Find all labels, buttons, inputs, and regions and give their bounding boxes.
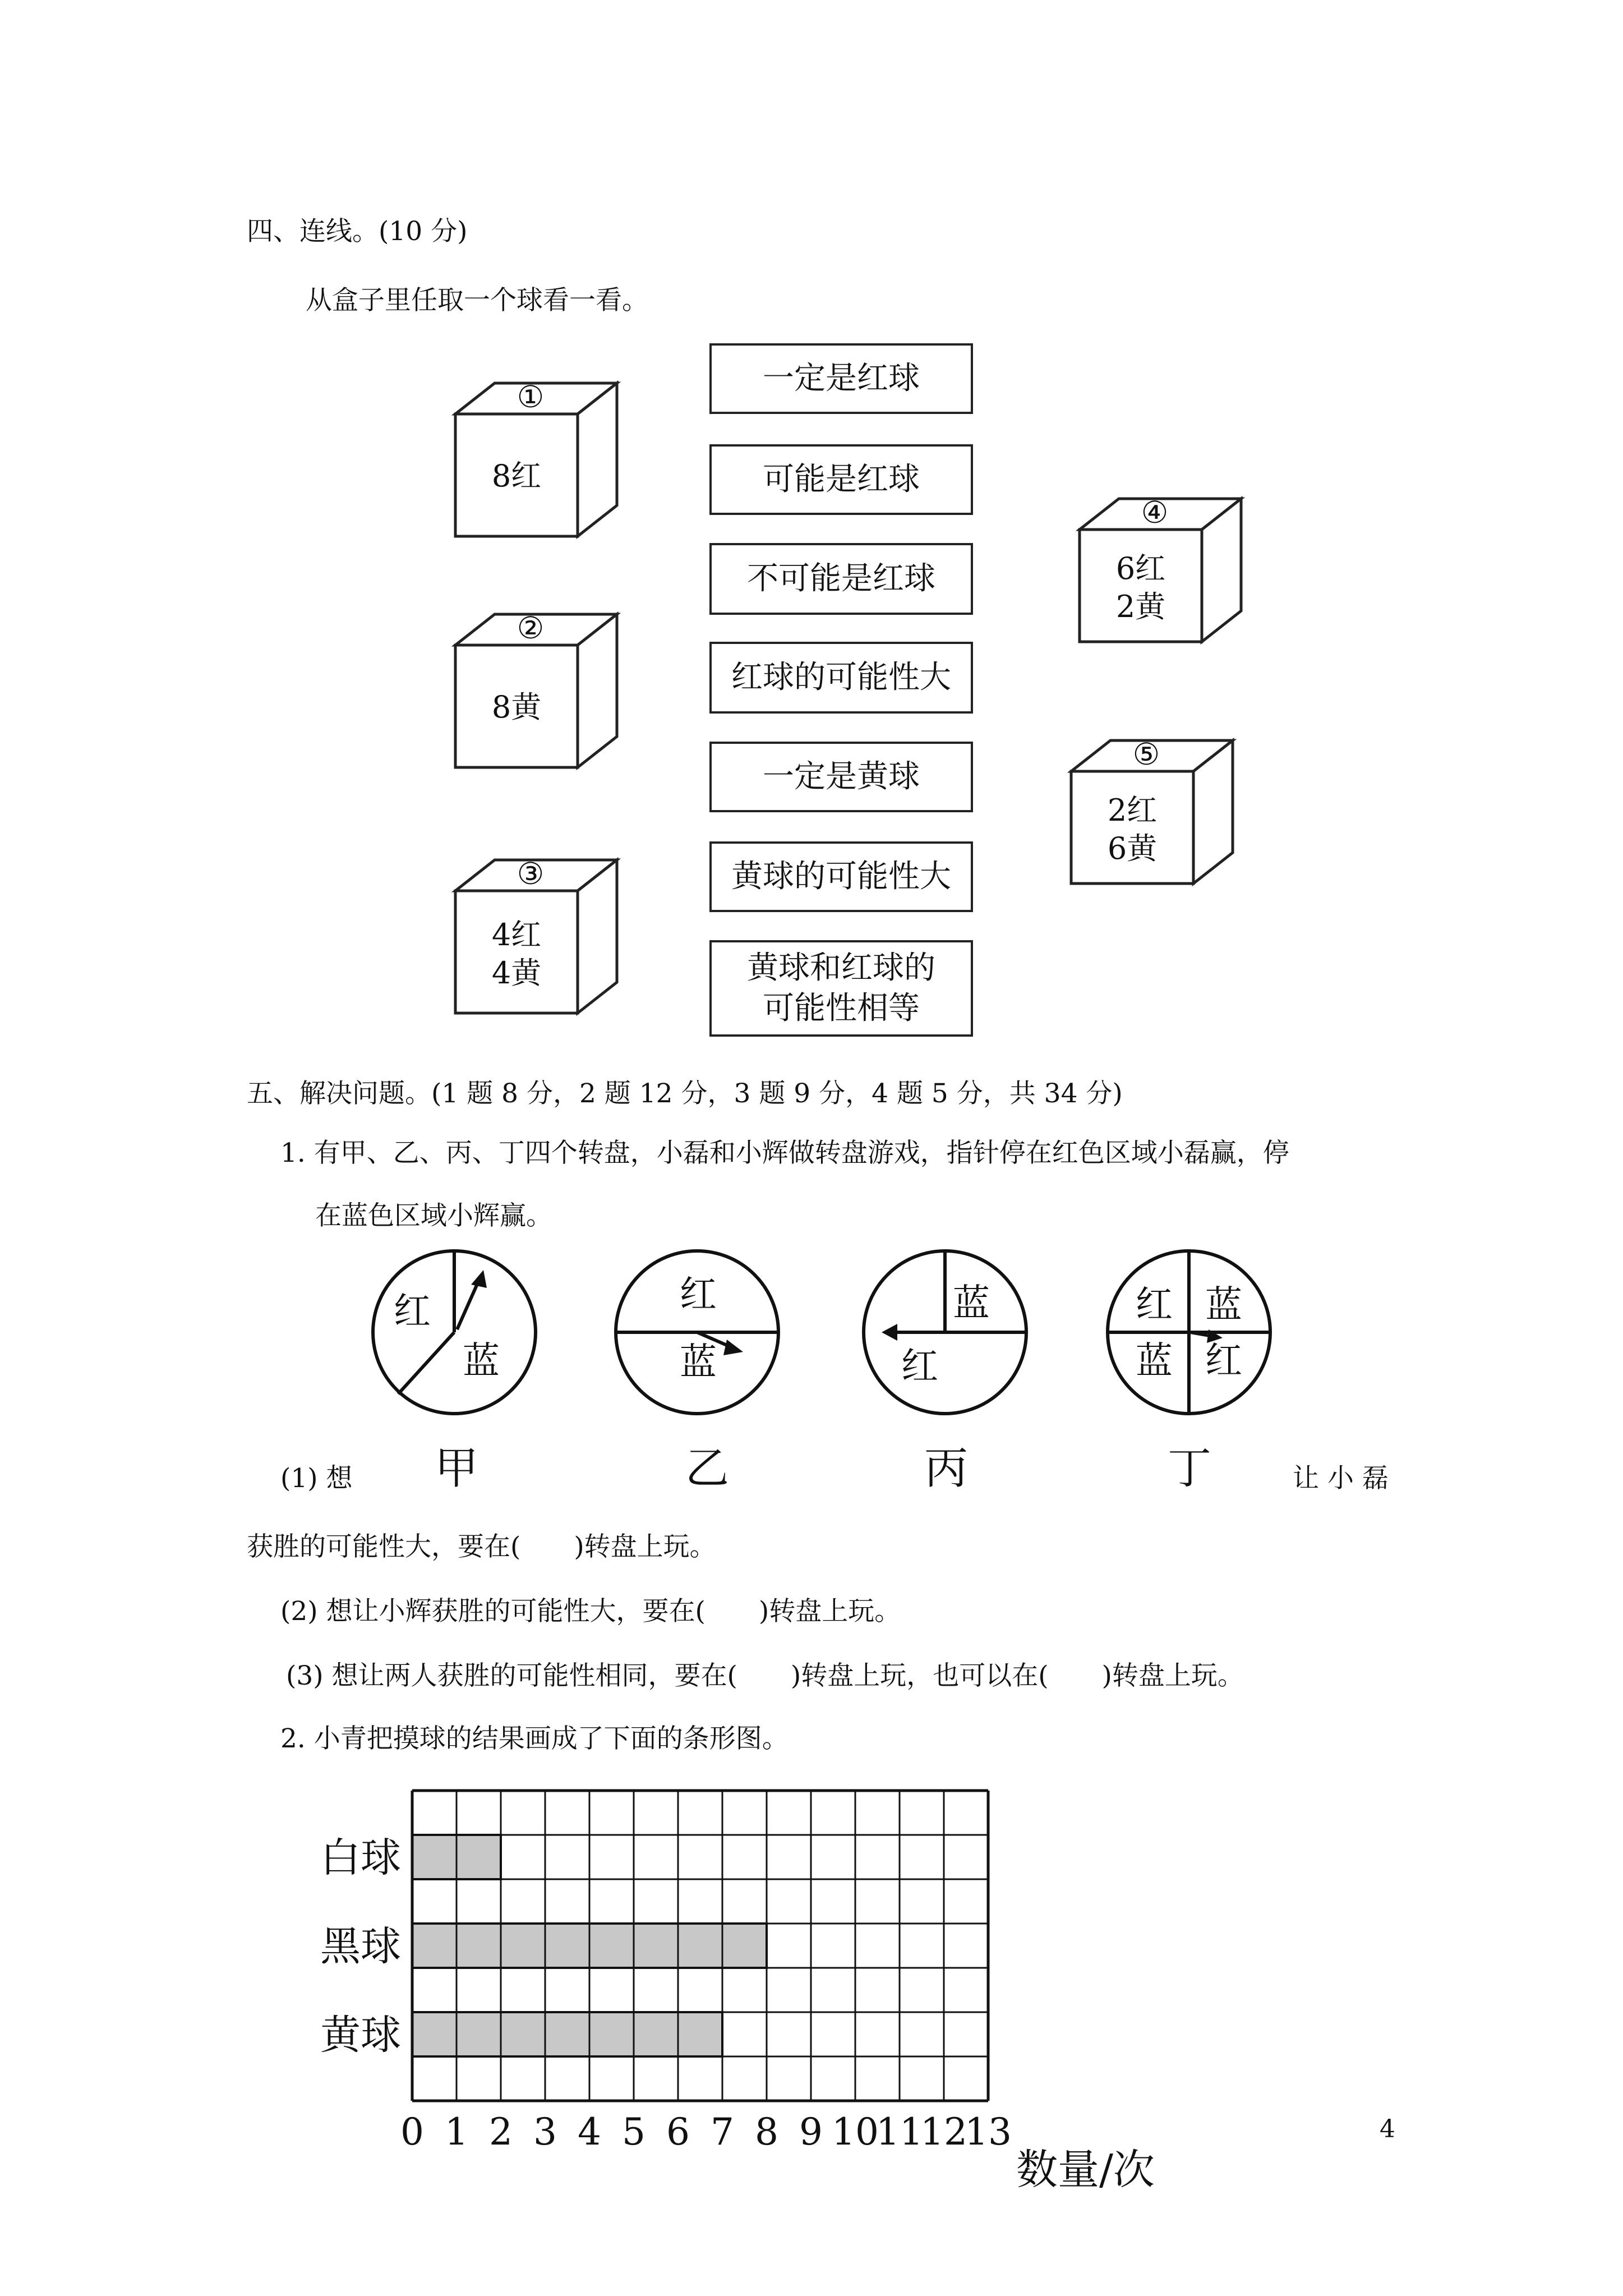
spinner-ding-label-red-1: 红: [1136, 1283, 1173, 1326]
spinner-name-ding: 丁: [1168, 1443, 1212, 1494]
option-red-more-likely: 红球的可能性大: [709, 642, 973, 714]
page-number: 4: [1380, 2115, 1395, 2143]
q1-line2: 在蓝色区域小辉赢。: [315, 1200, 552, 1231]
x-tick-label: 1: [445, 2110, 468, 2154]
section5-heading: 五、解决问题。(1 题 8 分，2 题 12 分，3 题 9 分，4 题 5 分，共 34 分): [247, 1078, 1123, 1109]
box-content-line: 4红: [491, 917, 542, 953]
spinner-jia-label-red: 红: [394, 1290, 431, 1333]
section4-heading: 四、连线。(10 分): [247, 216, 468, 247]
option-maybe-red: 可能是红球: [709, 444, 973, 515]
x-tick-label: 13: [965, 2110, 1012, 2154]
box-content-line: 6红: [1115, 551, 1166, 586]
q1-line1: 1. 有甲、乙、丙、丁四个转盘，小磊和小辉做转盘游戏，指针停在红色区域小磊赢，停: [280, 1138, 1289, 1168]
spinner-bing-label-blue: 蓝: [953, 1281, 990, 1324]
spinner-ding-label-blue-1: 蓝: [1205, 1283, 1242, 1326]
option-equal-likely: 黄球和红球的 可能性相等: [709, 940, 973, 1037]
spinner-yi-label-blue: 蓝: [680, 1340, 717, 1383]
spinner-ding-label-blue-2: 蓝: [1136, 1339, 1173, 1382]
option-definitely-yellow: 一定是黄球: [709, 742, 973, 812]
spinner-name-jia: 甲: [435, 1443, 479, 1494]
x-tick-label: 11: [876, 2110, 923, 2154]
box-content-line: 8黄: [491, 689, 542, 725]
box-content-line: 2红: [1107, 793, 1158, 828]
q1-sub2: (2) 想让小辉获胜的可能性大，要在( )转盘上玩。: [280, 1596, 901, 1627]
box-number: ④: [1141, 495, 1169, 530]
box-number: ②: [517, 610, 545, 646]
category-label: 黄球: [320, 2011, 401, 2059]
box-number: ③: [517, 856, 545, 891]
x-tick-label: 0: [400, 2110, 424, 2154]
x-tick-label: 12: [920, 2110, 967, 2154]
spinner-yi-label-red: 红: [680, 1273, 717, 1316]
x-tick-label: 10: [832, 2110, 879, 2154]
box-content-line: 8红: [491, 458, 542, 494]
category-label: 白球: [320, 1834, 401, 1881]
q1-sub1-end: 让 小 磊: [1293, 1463, 1389, 1494]
option-definitely-red: 一定是红球: [709, 343, 973, 414]
box-number: ⑤: [1132, 737, 1160, 772]
spinner-bing-label-red: 红: [901, 1345, 938, 1388]
x-tick-label: 5: [622, 2110, 645, 2154]
category-label: 黑球: [320, 1922, 401, 1970]
spinner-name-yi: 乙: [685, 1443, 730, 1494]
x-tick-label: 4: [578, 2110, 601, 2154]
box-content-line: 6黄: [1107, 831, 1158, 866]
section4-intro: 从盒子里任取一个球看一看。: [306, 285, 648, 316]
option-impossible-red: 不可能是红球: [709, 543, 973, 615]
x-tick-label: 2: [489, 2110, 513, 2154]
q2-text: 2. 小青把摸球的结果画成了下面的条形图。: [280, 1723, 789, 1754]
x-axis-label: 数量/次: [1016, 2146, 1155, 2194]
q1-sub1-start: (1) 想: [280, 1463, 353, 1494]
x-tick-label: 8: [755, 2110, 778, 2154]
x-tick-label: 3: [533, 2110, 557, 2154]
q1-sub1-line2: 获胜的可能性大，要在( )转盘上玩。: [247, 1531, 716, 1562]
spinner-ding-label-red-2: 红: [1205, 1339, 1242, 1382]
x-tick-label: 6: [666, 2110, 690, 2154]
box-number: ①: [517, 379, 545, 415]
x-tick-label: 9: [799, 2110, 823, 2154]
option-yellow-more-likely: 黄球的可能性大: [709, 841, 973, 912]
q1-sub3: (3) 想让两人获胜的可能性相同，要在( )转盘上玩，也可以在( )转盘上玩。: [286, 1660, 1244, 1691]
spinner-name-bing: 丙: [924, 1443, 969, 1494]
box-content-line: 4黄: [491, 955, 542, 991]
x-tick-label: 7: [711, 2110, 734, 2154]
spinner-jia-label-blue: 蓝: [463, 1339, 500, 1382]
bar-3: [412, 2012, 722, 2056]
box-content-line: 2黄: [1115, 589, 1166, 624]
